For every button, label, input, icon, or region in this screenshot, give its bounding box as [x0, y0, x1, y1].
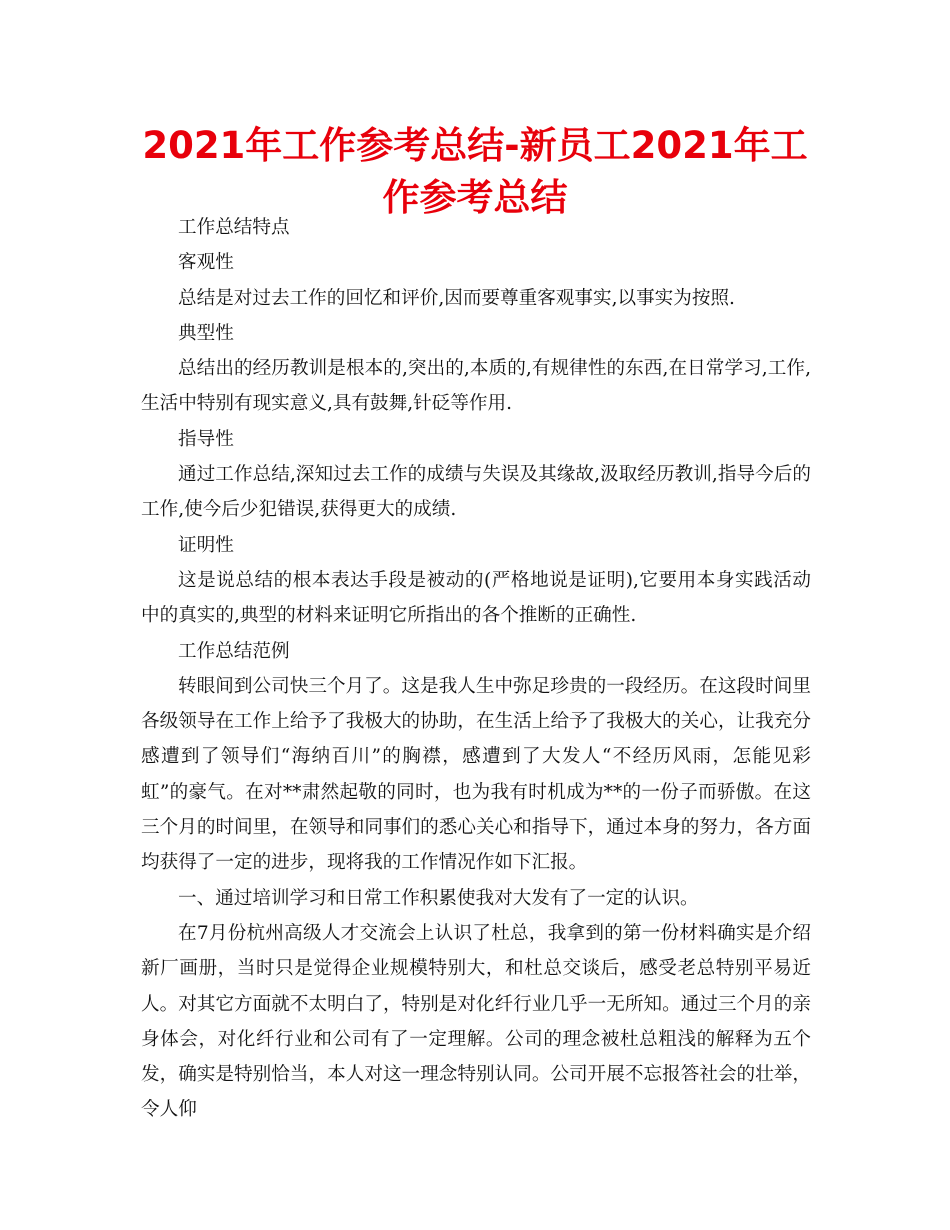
paragraph-proof: 这是说总结的根本表达手段是被动的(严格地说是证明),它要用本身实践活动中的真实的,典型的材料来证明它所指出的各个推断的正确性.	[141, 569, 811, 627]
section-heading-example: 工作总结范例	[178, 640, 290, 662]
subheading-objectivity: 客观性	[178, 252, 234, 274]
paragraph-section-one-body: 在7月份杭州高级人才交流会上认识了杜总，我拿到的第一份材料确实是介绍新厂画册，当时只是觉得企业规模特别大，和杜总交谈后，感受老总特别平易近人。对其它方面就不太明白了，特别是对化纤行业几乎一无所知。通过三个月的亲身体会，对化纤行业和公司有了一定理解。公司的理念被杜总粗浅的解释为五个发，确实是特别恰当，本人对这一理念特别认同。公司开展不忘报答社会的壮举，令人仰	[141, 922, 811, 1121]
document-title: 2021年工作参考总结-新员工2021年工作参考总结	[142, 124, 808, 219]
section-heading-features: 工作总结特点	[178, 217, 290, 238]
subheading-proof: 证明性	[178, 534, 234, 556]
paragraph-guidance: 通过工作总结,深知过去工作的成绩与失误及其缘故,汲取经历教训,指导今后的工作,使今后少犯错误,获得更大的成绩.	[141, 464, 811, 521]
paragraph-typicality: 总结出的经历教训是根本的,突出的,本质的,有规律性的东西,在日常学习,工作,生活中特别有现实意义,具有鼓舞,针砭等作用.	[141, 358, 811, 415]
paragraph-section-one: 一、通过培训学习和日常工作积累使我对大发有了一定的认识。	[178, 887, 699, 909]
paragraph-example-intro: 转眼间到公司快三个月了。这是我人生中弥足珍贵的一段经历。在这段时间里各级领导在工作上给予了我极大的协助，在生活上给予了我极大的关心，让我充分感遭到了领导们“海纳百川”的胸襟，感遭到了大发人“不经历风雨，怎能见彩虹”的豪气。在对**肃然起敬的同时，也为我有时机成为**的一份子而骄傲。在这三个月的时间里，在领导和同事们的悉心关心和指导下，通过本身的努力，各方面均获得了一定的进步，现将我的工作情况作如下汇报。	[141, 675, 811, 874]
paragraph-objectivity: 总结是对过去工作的回忆和评价,因而要尊重客观事实,以事实为按照.	[178, 287, 735, 309]
subheading-typicality: 典型性	[178, 322, 234, 344]
subheading-guidance: 指导性	[178, 428, 234, 450]
document-body	[141, 210, 811, 1128]
